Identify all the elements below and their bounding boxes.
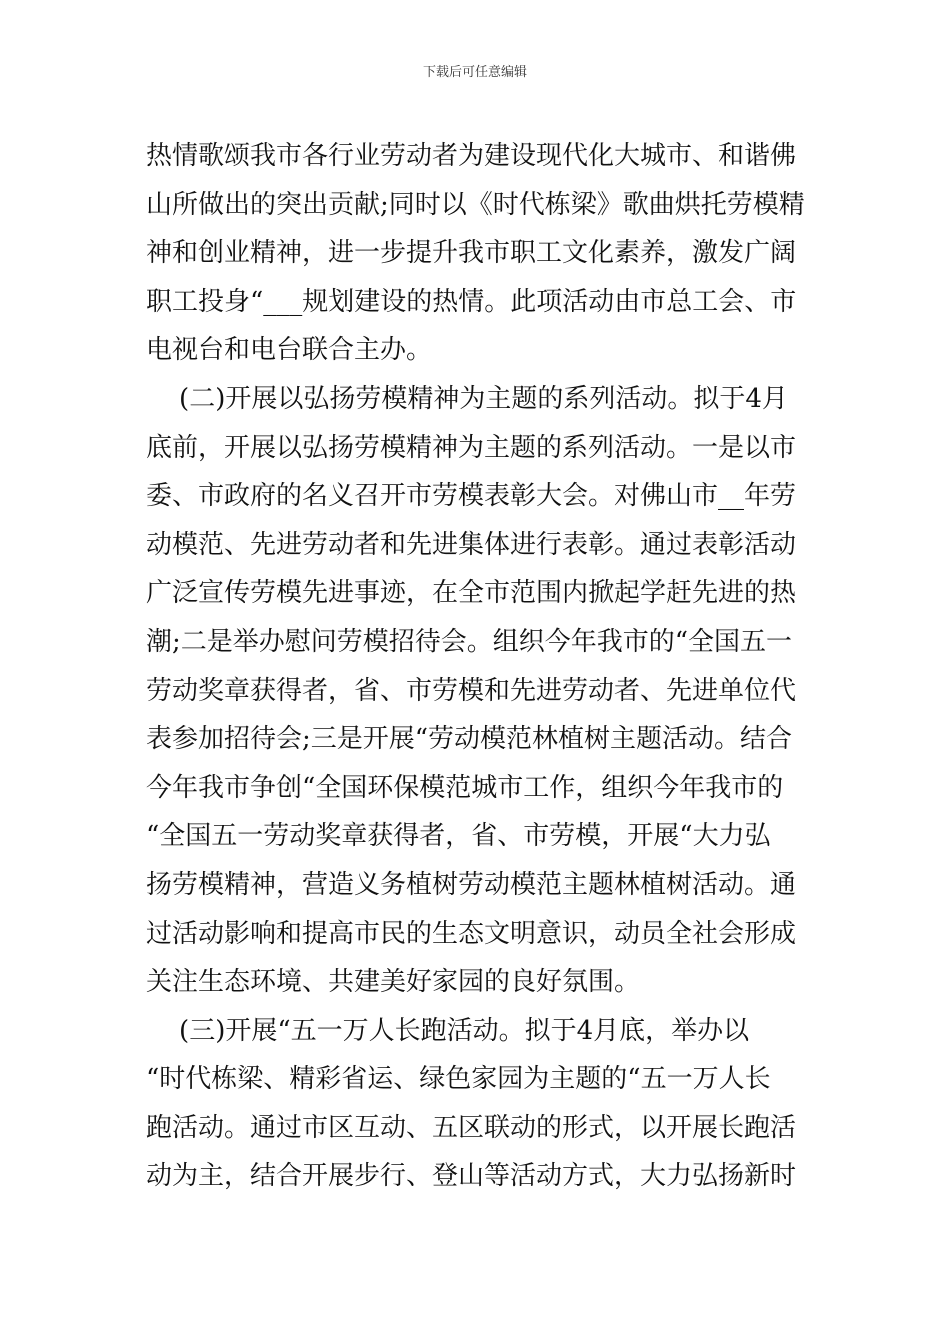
text-line: 扬劳模精神，营造义务植树劳动模范主题林植树活动。通 — [146, 869, 797, 900]
text-line: 神和创业精神，进一步提升我市职工文化素养，激发广阔 — [146, 238, 797, 269]
page-header: 下载后可任意编辑 — [422, 65, 527, 80]
text-line: 今年我市争创“全国环保模范城市工作，组织今年我市的 — [146, 772, 784, 803]
text-line: 动模范、先进劳动者和先进集体进行表彰。通过表彰活动 — [146, 529, 797, 560]
text-line: (三)开展“五一万人长跑活动。拟于4月底，举办以 — [146, 1015, 750, 1046]
text-line: 动为主，结合开展步行、登山等活动方式，大力弘扬新时 — [146, 1161, 797, 1192]
text-line: 底前，开展以弘扬劳模精神为主题的系列活动。一是以市 — [146, 432, 797, 463]
text-line: 过活动影响和提高市民的生态文明意识，动员全社会形成 — [146, 918, 797, 949]
text-line: 表参加招待会;三是开展“劳动模范林植树主题活动。结合 — [146, 724, 793, 755]
text-line: 潮;二是举办慰问劳模招待会。组织今年我市的“全国五一 — [146, 626, 793, 657]
text-line: 电视台和电台联合主办。 — [146, 335, 433, 366]
text-line: 广泛宣传劳模先进事迹，在全市范围内掀起学赶先进的热 — [146, 578, 797, 609]
text-line: 委、市政府的名义召开市劳模表彰大会。对佛山市__年劳 — [146, 481, 797, 512]
text-line: (二)开展以弘扬劳模精神为主题的系列活动。拟于4月 — [146, 383, 788, 414]
text-line: 山所做出的突出贡献;同时以《时代栋梁》歌曲烘托劳模精 — [146, 189, 805, 220]
text-line: 职工投身“___规划建设的热情。此项活动由市总工会、市 — [146, 286, 797, 317]
text-line: “时代栋梁、精彩省运、绿色家园为主题的“五一万人长 — [146, 1064, 771, 1095]
document-body — [146, 132, 808, 1201]
text-line: 劳动奖章获得者，省、市劳模和先进劳动者、先进单位代 — [146, 675, 797, 706]
text-line: “全国五一劳动奖章获得者，省、市劳模，开展“大力弘 — [146, 821, 771, 852]
text-line: 跑活动。通过市区互动、五区联动的形式，以开展长跑活 — [146, 1112, 797, 1143]
text-line: 关注生态环境、共建美好家园的良好氛围。 — [146, 967, 641, 998]
text-line: 热情歌颂我市各行业劳动者为建设现代化大城市、和谐佛 — [146, 141, 797, 171]
